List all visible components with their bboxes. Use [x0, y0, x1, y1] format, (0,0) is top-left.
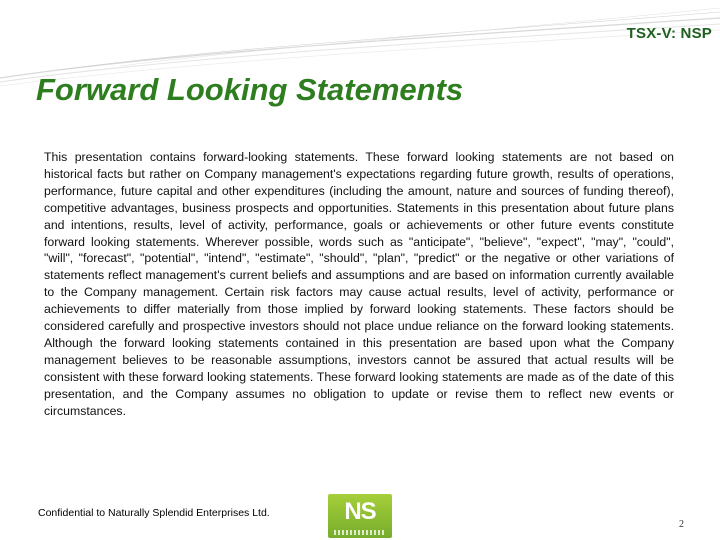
confidential-notice: Confidential to Naturally Splendid Enterprises Ltd. — [38, 507, 270, 519]
forward-looking-statement-text: This presentation contains forward-looking statements. These forward looking statements are not based on historical facts but rather on Company management's expectations regarding future growth, results of operations, performance, future capital and other expenditures (including the amount, nature and sources of funding thereof), competitive advantages, business prospects and opportunities. Statements in this presentation about future plans and intentions, results, level of activity, performance, goals or achievements or other future events constitute forward looking statements. Wherever possible, words such as "anticipate", "believe", "expect", "may", "could", "will", "forecast", "potential", "intend", "estimate", "should", "plan", "predict" or the negative or other variations of statements reflect management's current beliefs and assumptions and are based on information currently available to the Company management. Certain risk factors may cause actual results, level of activity, performance or achievements to differ materially from those implied by forward looking statements. These factors should be considered carefully and prospective investors should not place undue reliance on the forward looking statements. Although the forward looking statements contained in this presentation are based upon what the Company management believes to be reasonable assumptions, investors cannot be assured that actual results will be consistent with these forward looking statements. These forward looking statements are made as of the date of this presentation, and the Company assumes no obligation to update or revise them to reflect new events or circumstances. — [44, 150, 674, 418]
company-logo — [328, 494, 392, 538]
logo-tagline-graphic — [334, 530, 386, 535]
ticker-symbol: TSX-V: NSP — [626, 25, 712, 42]
slide-title: Forward Looking Statements — [36, 72, 464, 107]
page-number: 2 — [679, 519, 684, 530]
logo-letters: NS — [344, 498, 376, 525]
